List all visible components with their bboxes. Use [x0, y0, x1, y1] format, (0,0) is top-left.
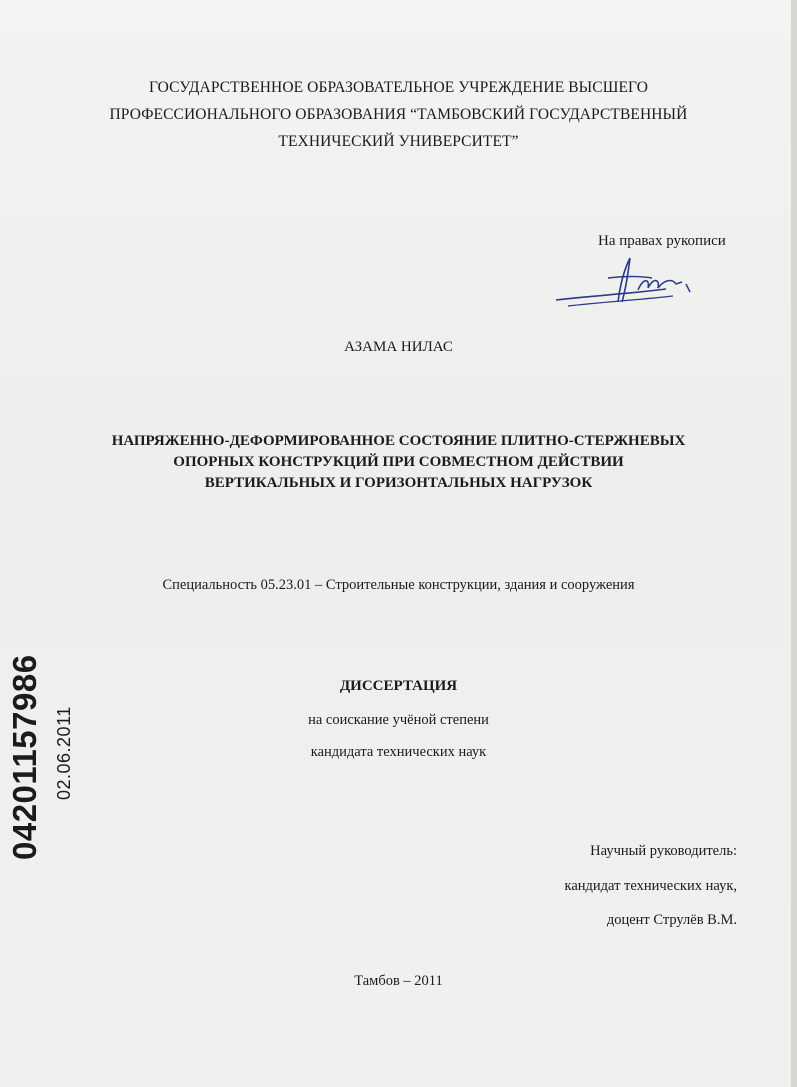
document-type: ДИССЕРТАЦИЯ	[339, 678, 458, 694]
dissertation-title	[0, 431, 797, 494]
stamp-number: 04201157986	[6, 654, 43, 860]
header-line-3: ТЕХНИЧЕСКИЙ УНИВЕРСИТЕТ”	[278, 133, 519, 150]
title-line-1: НАПРЯЖЕННО-ДЕФОРМИРОВАННОЕ СОСТОЯНИЕ ПЛИТНО-СТЕРЖНЕВЫХ	[111, 433, 686, 449]
signature-icon	[548, 256, 718, 314]
degree-line-2: кандидата технических наук	[310, 744, 487, 760]
supervisor-label: Научный руководитель:	[590, 843, 737, 859]
manuscript-note: На правах рукописи	[598, 233, 726, 249]
title-line-2: ОПОРНЫХ КОНСТРУКЦИЙ ПРИ СОВМЕСТНОМ ДЕЙСТВИИ	[173, 454, 624, 470]
title-line-3: ВЕРТИКАЛЬНЫХ И ГОРИЗОНТАЛЬНЫХ НАГРУЗОК	[204, 475, 593, 491]
supervisor-title: кандидат технических наук,	[564, 878, 737, 894]
header-line-1: ГОСУДАРСТВЕННОЕ ОБРАЗОВАТЕЛЬНОЕ УЧРЕЖДЕНИЕ ВЫСШЕГО	[148, 79, 649, 96]
degree-line-1: на соискание учёной степени	[308, 712, 489, 728]
city-year: Тамбов – 2011	[354, 973, 443, 989]
library-stamp	[6, 654, 74, 860]
stamp-date: 02.06.2011	[54, 706, 74, 800]
speciality: Специальность 05.23.01 – Строительные конструкции, здания и сооружения	[162, 577, 635, 593]
header-line-2: ПРОФЕССИОНАЛЬНОГО ОБРАЗОВАНИЯ “ТАМБОВСКИЙ ГОСУДАРСТВЕННЫЙ	[109, 106, 688, 123]
institution-header	[0, 74, 797, 155]
supervisor-name: доцент Струлёв В.М.	[606, 912, 737, 928]
author-name: АЗАМА НИЛАС	[344, 339, 453, 355]
